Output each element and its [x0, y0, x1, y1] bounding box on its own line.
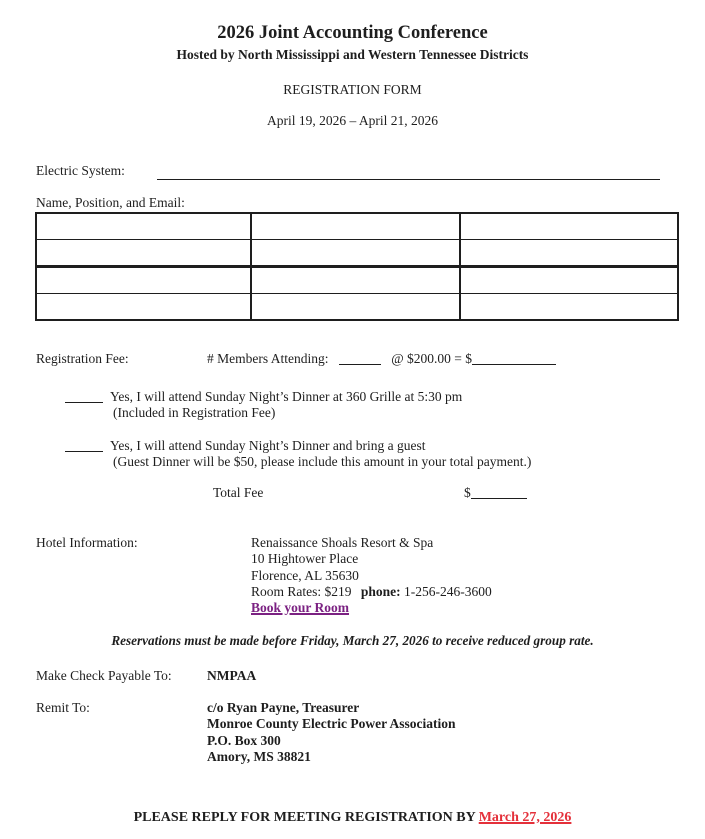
electric-system-input-line[interactable] [157, 163, 660, 180]
hotel-address-line1: 10 Hightower Place [251, 551, 359, 567]
hotel-information-block [251, 535, 492, 616]
dinner-option-1 [65, 389, 462, 405]
book-room-link[interactable]: Book your Room [251, 600, 350, 616]
total-fee-label: Total Fee [213, 485, 264, 500]
attendee-row [36, 240, 678, 267]
event-dates: April 19, 2026 – April 21, 2026 [267, 113, 438, 128]
dinner-option-2-text: Yes, I will attend Sunday Night’s Dinner and bring a guest [110, 438, 426, 453]
hotel-information-label: Hotel Information: [36, 535, 138, 550]
members-attending-row [207, 351, 556, 367]
attendee-table [35, 212, 679, 321]
document-title: 2026 Joint Accounting Conference [217, 23, 488, 43]
members-count-blank[interactable] [339, 351, 381, 365]
attendee-row [36, 213, 678, 240]
registration-fee-label: Registration Fee: [36, 351, 129, 366]
remit-line: c/o Ryan Payne, Treasurer [207, 700, 360, 715]
hotel-phone-label: phone: [360, 583, 401, 599]
attendee-cell[interactable] [36, 240, 251, 267]
check-payable-label: Make Check Payable To: [36, 668, 172, 683]
remit-line: Monroe County Electric Power Association [207, 716, 456, 732]
form-heading: REGISTRATION FORM [283, 82, 422, 97]
attendees-label: Name, Position, and Email: [36, 195, 185, 210]
fee-rate-text: @ $200.00 = $ [391, 351, 473, 366]
check-payable-value: NMPAA [207, 668, 257, 683]
reply-deadline-date: March 27, 2026 [478, 810, 572, 825]
hotel-rates-phone [251, 584, 492, 600]
attendee-cell[interactable] [36, 213, 251, 240]
attendee-cell[interactable] [460, 213, 678, 240]
attendee-table-body [36, 213, 678, 320]
document-subtitle: Hosted by North Mississippi and Western Tennessee Districts [176, 47, 529, 62]
reply-instruction-text: PLEASE REPLY FOR MEETING REGISTRATION BY [133, 810, 479, 825]
attendee-cell[interactable] [36, 294, 251, 321]
electric-system-label: Electric System: [36, 163, 125, 178]
hotel-phone-number: 1-256-246-3600 [404, 583, 492, 599]
attendee-cell[interactable] [251, 240, 460, 267]
remit-to-block [207, 700, 455, 765]
attendee-row [36, 267, 678, 294]
total-fee-amount [464, 485, 527, 501]
remit-to-label: Remit To: [36, 700, 90, 715]
dinner-option-1-text: Yes, I will attend Sunday Night’s Dinner at 360 Grille at 5:30 pm [110, 389, 463, 404]
dinner-option-2-blank[interactable] [65, 438, 103, 452]
hotel-room-rates: Room Rates: $219 [251, 583, 352, 599]
attendee-cell[interactable] [36, 267, 251, 294]
attendee-row [36, 294, 678, 321]
members-attending-label: # Members Attending: [207, 351, 329, 366]
fee-amount-blank[interactable] [472, 351, 556, 365]
reply-instruction-row [0, 810, 705, 826]
attendee-cell[interactable] [460, 267, 678, 294]
currency-symbol: $ [464, 485, 471, 500]
dinner-option-2 [65, 438, 425, 454]
total-fee-blank[interactable] [471, 485, 527, 499]
hotel-address-line2: Florence, AL 35630 [251, 567, 359, 583]
attendee-cell[interactable] [460, 294, 678, 321]
attendee-cell[interactable] [251, 213, 460, 240]
dinner-option-1-note: (Included in Registration Fee) [113, 405, 276, 420]
remit-line: P.O. Box 300 [207, 732, 281, 748]
attendee-cell[interactable] [251, 267, 460, 294]
remit-line: Amory, MS 38821 [207, 748, 311, 764]
attendee-cell[interactable] [460, 240, 678, 267]
reservation-deadline-notice: Reservations must be made before Friday, March 27, 2026 to receive reduced group rate. [111, 633, 594, 648]
attendee-cell[interactable] [251, 294, 460, 321]
hotel-name: Renaissance Shoals Resort & Spa [251, 535, 434, 550]
dinner-option-2-note: (Guest Dinner will be $50, please include this amount in your total payment.) [113, 454, 532, 469]
dinner-option-1-blank[interactable] [65, 389, 103, 403]
